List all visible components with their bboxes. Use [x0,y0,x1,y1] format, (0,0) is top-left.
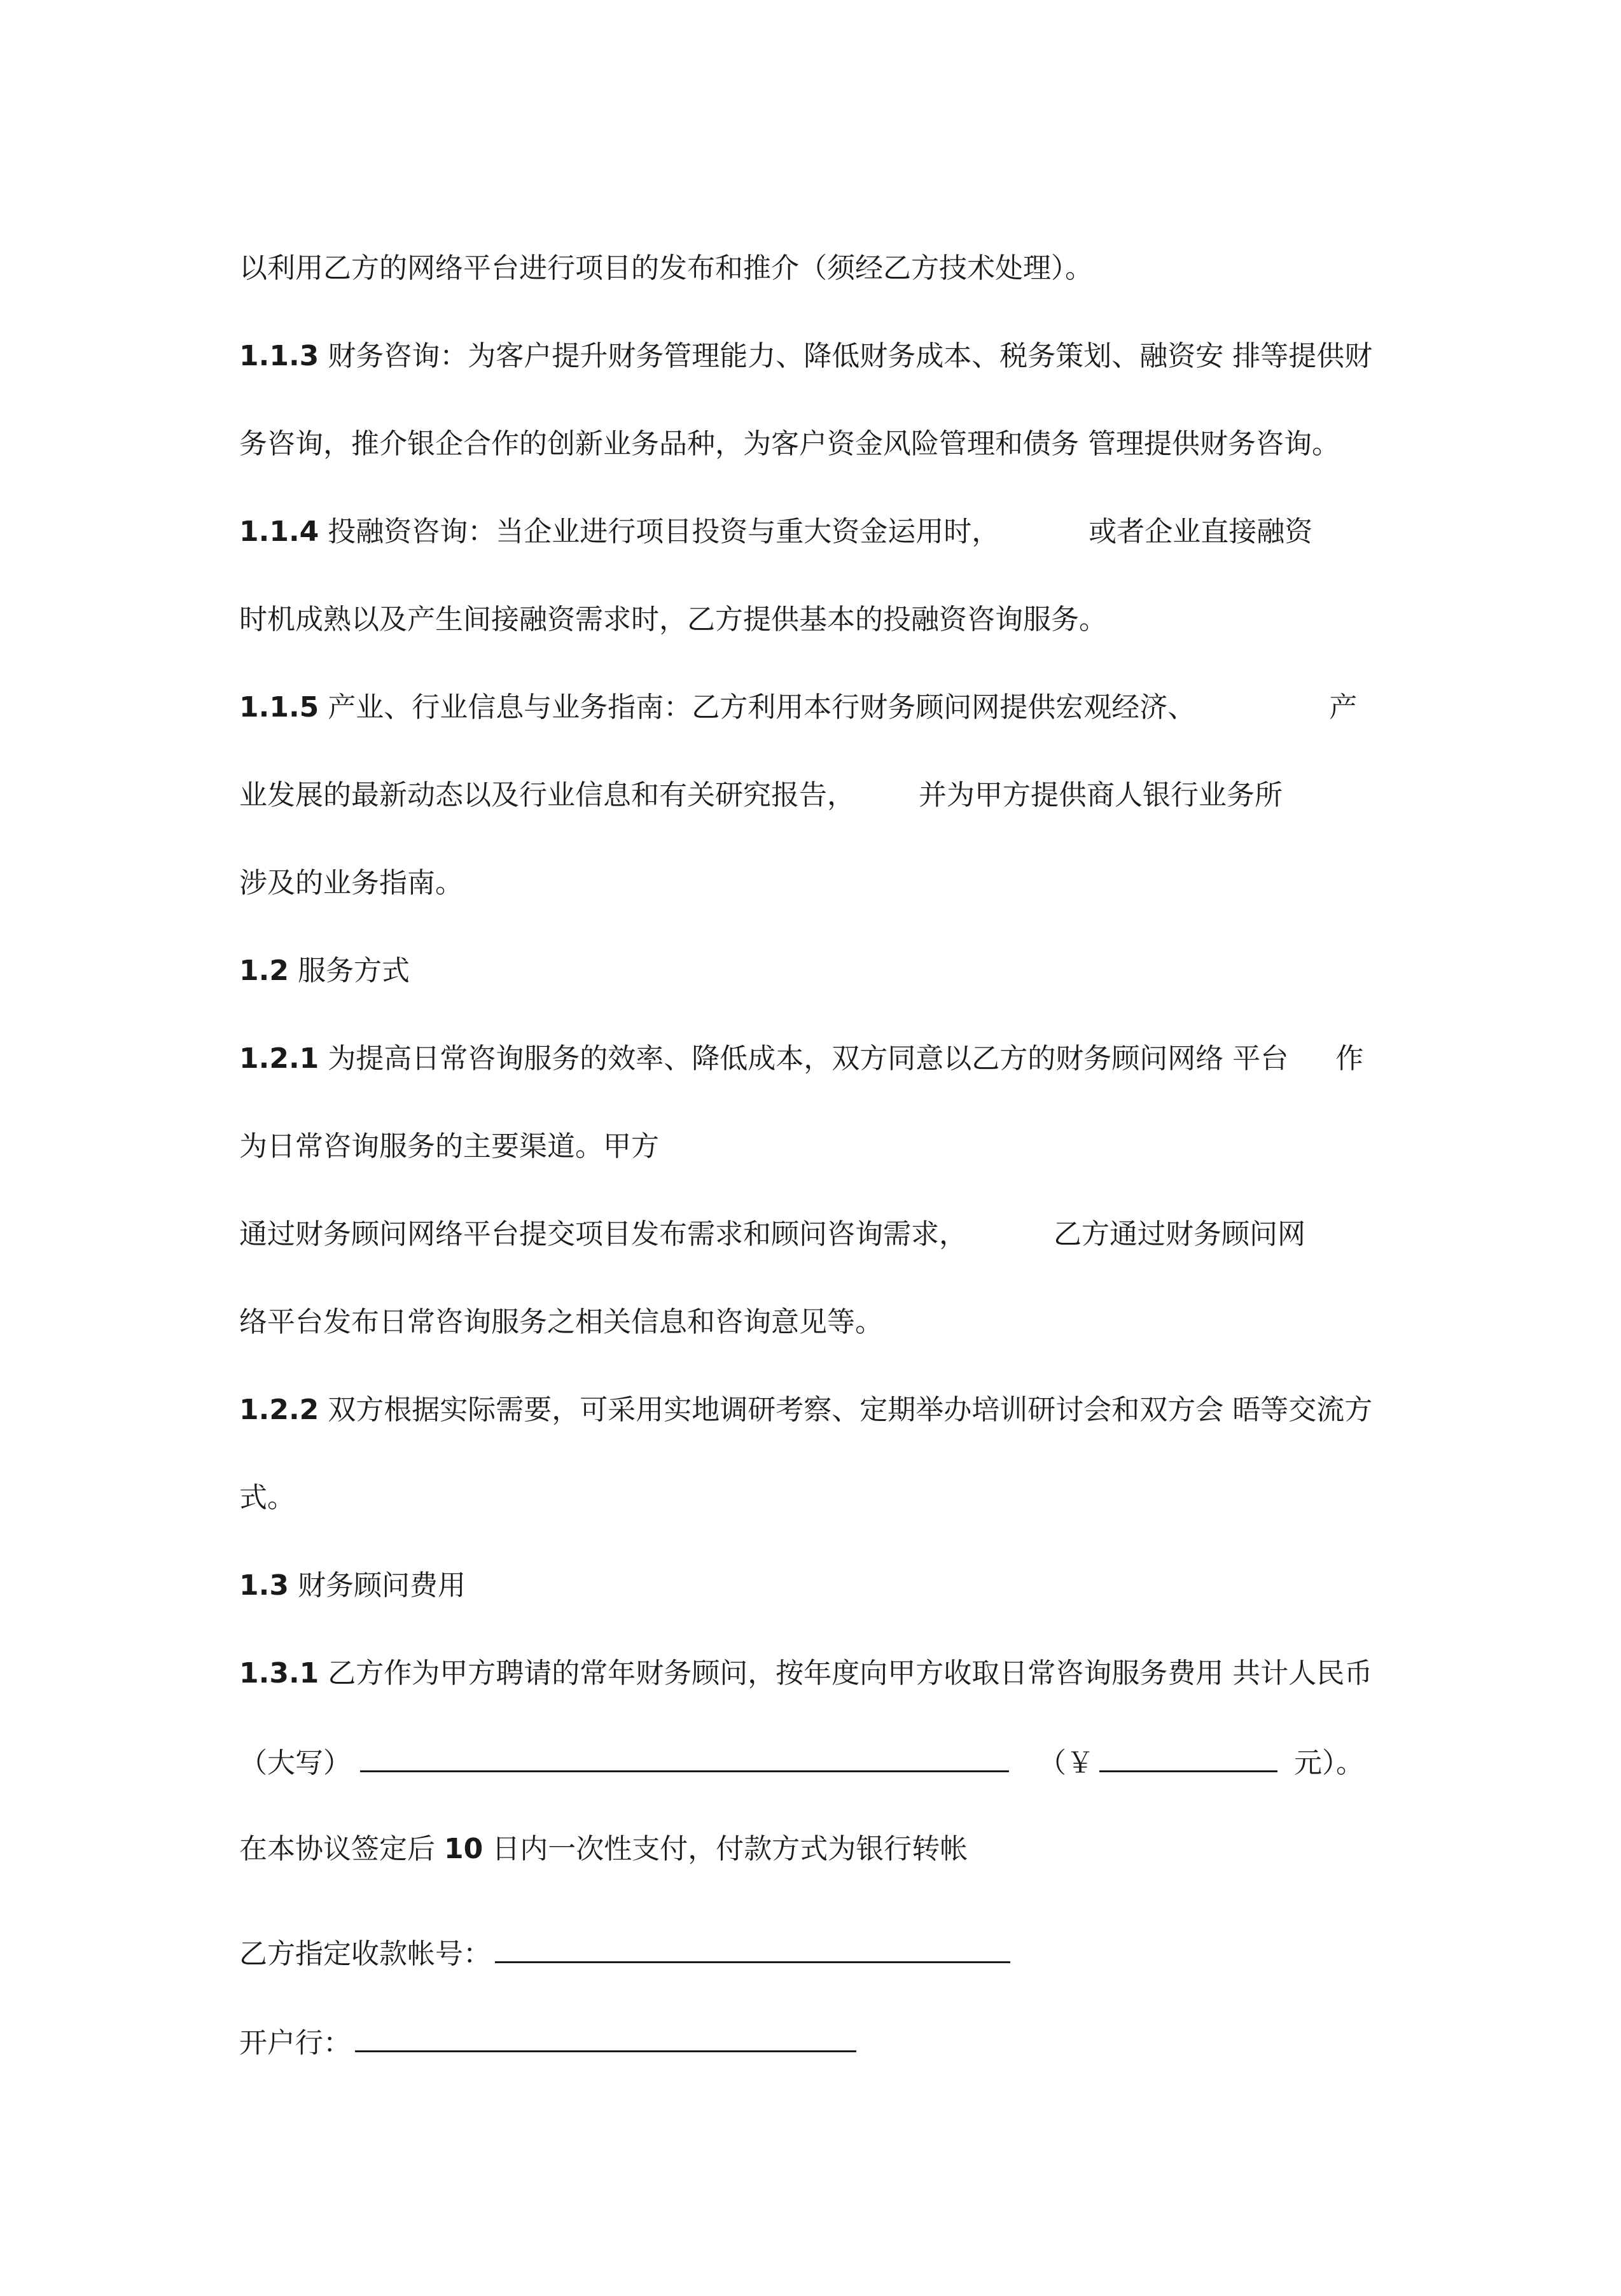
section-1-3-heading [239,1567,466,1605]
clause-number: 1.1.3 [239,340,319,372]
paragraph-line [239,1303,883,1341]
amount-words-blank[interactable] [360,1742,1009,1772]
clause-1-1-4 [239,513,1312,551]
section-1-2-heading [239,952,410,990]
paragraph-line [239,776,1283,815]
line-text: 通过财务顾问网络平台提交项目发布需求和顾问咨询需求， [239,1218,967,1250]
clause-text: 或者企业直接融资 [1089,515,1313,548]
paragraph-line [239,1128,659,1166]
line-text: 在本协议签定后 [239,1833,444,1865]
paragraph-line [239,425,1340,463]
paragraph-line [239,601,1107,639]
bank-blank[interactable] [355,2022,856,2052]
bank-line [239,2022,856,2061]
line-text: 以利用乙方的网络平台进行项目的发布和推介（须经乙方技术处理）。 [239,252,1093,284]
line-text: 乙方通过财务顾问网 [1054,1218,1305,1250]
clause-number: 1.1.4 [239,515,319,548]
clause-text: 财务咨询：为客户提升财务管理能力、降低财务成本、税务策划、融资安 排等提供财 [319,340,1373,372]
section-title: 服务方式 [288,955,410,987]
line-text: 业发展的最新动态以及行业信息和有关研究报告， [239,779,855,811]
line-text: 为日常咨询服务的主要渠道。甲方 [239,1130,659,1163]
paragraph-line [239,1215,1305,1254]
amount-words-label: （大写） [239,1747,351,1779]
bank-label: 开户行： [239,2027,351,2059]
clause-1-1-3 [239,337,1372,375]
clause-text: 双方根据实际需要，可采用实地调研考察、定期举办培训研讨会和双方会 晤等交流方 [319,1394,1373,1426]
payment-days: 10 [444,1833,484,1865]
account-number-blank[interactable] [495,1933,1010,1963]
clause-text: 乙方作为甲方聘请的常年财务顾问，按年度向甲方收取日常咨询服务费用 共计人民币 [319,1657,1373,1690]
paragraph-line [239,249,1093,288]
line-text: 络平台发布日常咨询服务之相关信息和咨询意见等。 [239,1306,883,1338]
clause-number: 1.1.5 [239,691,319,724]
clause-text: 产 [1329,691,1358,724]
paragraph-line [239,864,463,902]
clause-text: 产业、行业信息与业务指南：乙方利用本行财务顾问网提供宏观经济、 [319,691,1196,724]
section-number: 1.3 [239,1569,289,1602]
clause-number: 1.3.1 [239,1657,319,1690]
fee-amount-line [239,1742,1364,1781]
section-title: 财务顾问费用 [288,1569,466,1602]
clause-1-3-1 [239,1655,1372,1693]
line-text: 式。 [239,1481,295,1514]
line-text: 并为甲方提供商人银行业务所 [919,779,1283,811]
clause-text: 为提高日常咨询服务的效率、降低成本，双方同意以乙方的财务顾问网络 平台 [319,1042,1289,1075]
clause-text: 作 [1335,1042,1364,1075]
amount-unit-label: 元）。 [1294,1747,1364,1779]
line-text: 日内一次性支付，付款方式为银行转帐 [483,1833,968,1865]
line-text: 时机成熟以及产生间接融资需求时，乙方提供基本的投融资咨询服务。 [239,603,1107,636]
amount-figures-label: （￥ [1038,1747,1094,1779]
amount-figures-blank[interactable] [1099,1742,1277,1772]
paragraph-line [239,1479,295,1517]
line-text: 务咨询，推介银企合作的创新业务品种，为客户资金风险管理和债务 管理提供财务咨询。 [239,428,1340,460]
clause-number: 1.2.1 [239,1042,319,1075]
account-number-line [239,1933,1010,1971]
clause-text: 投融资咨询：当企业进行项目投资与重大资金运用时， [319,515,1000,548]
line-text: 涉及的业务指南。 [239,867,463,899]
account-number-label: 乙方指定收款帐号： [239,1938,491,1970]
payment-terms-line [239,1830,968,1868]
clause-1-2-1 [239,1040,1363,1078]
clause-1-2-2 [239,1391,1372,1429]
clause-number: 1.2.2 [239,1394,319,1426]
clause-1-1-5 [239,689,1357,727]
section-number: 1.2 [239,955,289,987]
